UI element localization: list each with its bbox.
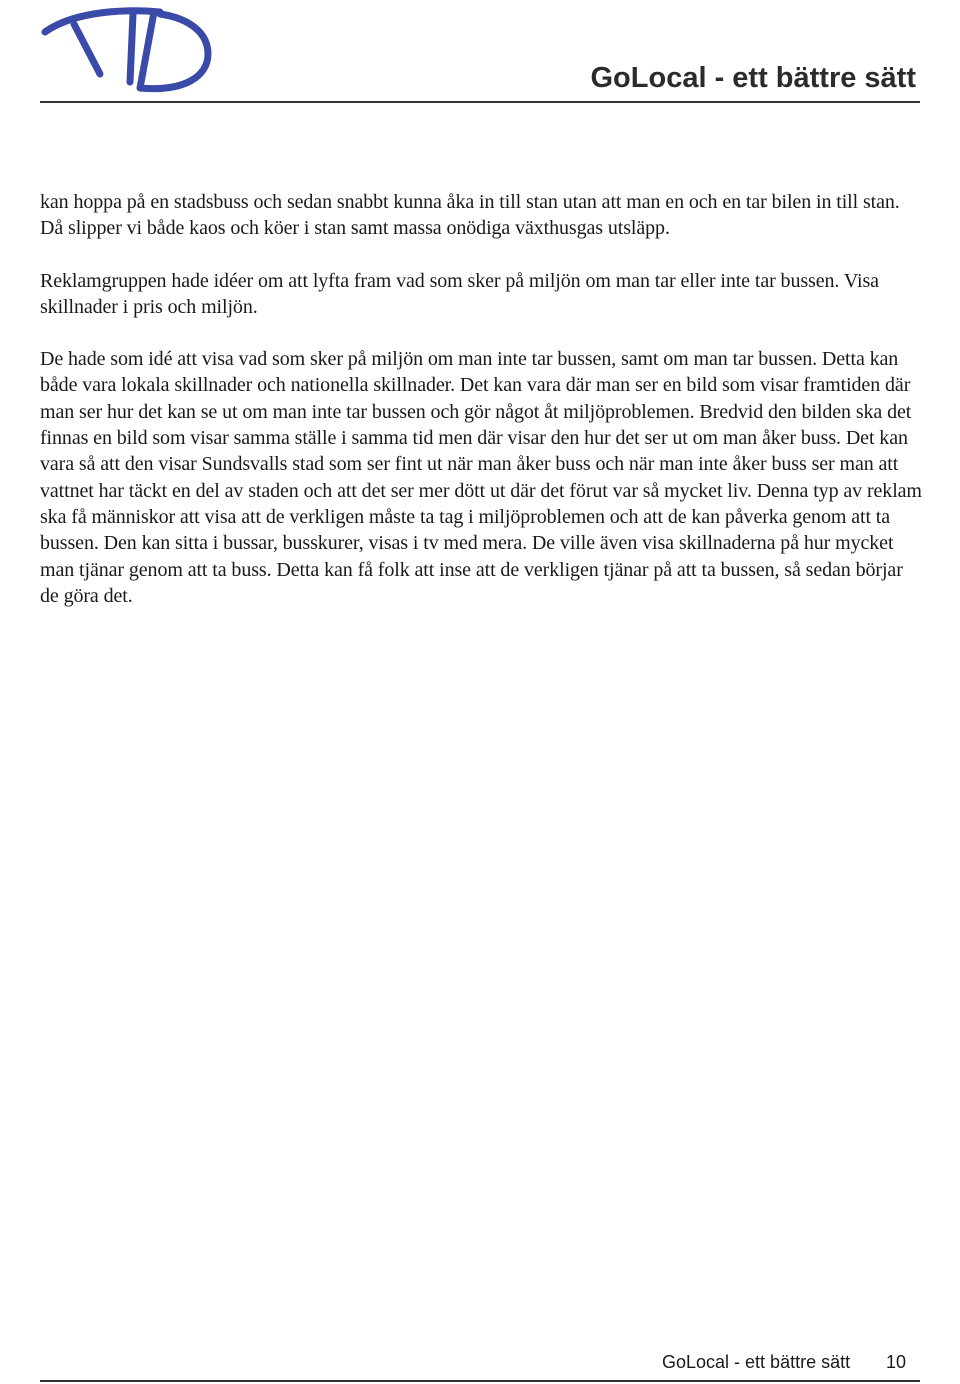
footer-divider: [40, 1380, 920, 1382]
tmd-logo-icon: [40, 4, 216, 96]
footer-title: GoLocal - ett bättre sätt: [662, 1352, 851, 1372]
paragraph: kan hoppa på en stadsbuss och sedan snabbt kunna åka in till stan utan att man en och en tar bilen in till stan. Då slipper vi både kaos och köer i stan samt massa onödiga växthusgas utsläpp.: [40, 191, 900, 240]
page-number: 10: [886, 1352, 907, 1372]
page-header-title: GoLocal - ett bättre sätt: [590, 62, 916, 94]
paragraph: De hade som idé att visa vad som sker på miljön om man inte tar bussen, samt om man tar bussen. Detta kan både vara lokala skillnader och nationella skillnader. Det kan vara där man ser en bild som visar framtiden där man ser hur det kan se ut om man inte tar bussen och gör något åt miljöproblemen. Bredvid den bilden ska det finnas en bild som visar samma ställe i samma tid men där visar den hur det ser ut om man åker buss. Det kan vara så att den visar Sundsvalls stad som ser fint ut när man åker buss och när man inte åker buss ser man att vattnet har täckt en del av staden och att det ser mer dött ut där det förut var så mycket liv. Denna typ av reklam ska få människor att visa att de verkligen måste ta tag i miljöproblemen och att de kan påverka genom att ta bussen. Den kan sitta i bussar, busskurer, visas i tv med mera. De ville även visa skillnaderna på hur mycket man tjänar genom att ta buss. Detta kan få folk att inse att de verkligen tjänar på att ta bussen, så sedan börjar de göra det.: [40, 348, 922, 607]
paragraph: Reklamgruppen hade idéer om att lyfta fram vad som sker på miljön om man tar eller inte tar bussen. Visa skillnader i pris och miljön.: [40, 269, 879, 318]
body-text: [40, 189, 922, 635]
header-divider: [40, 101, 920, 103]
